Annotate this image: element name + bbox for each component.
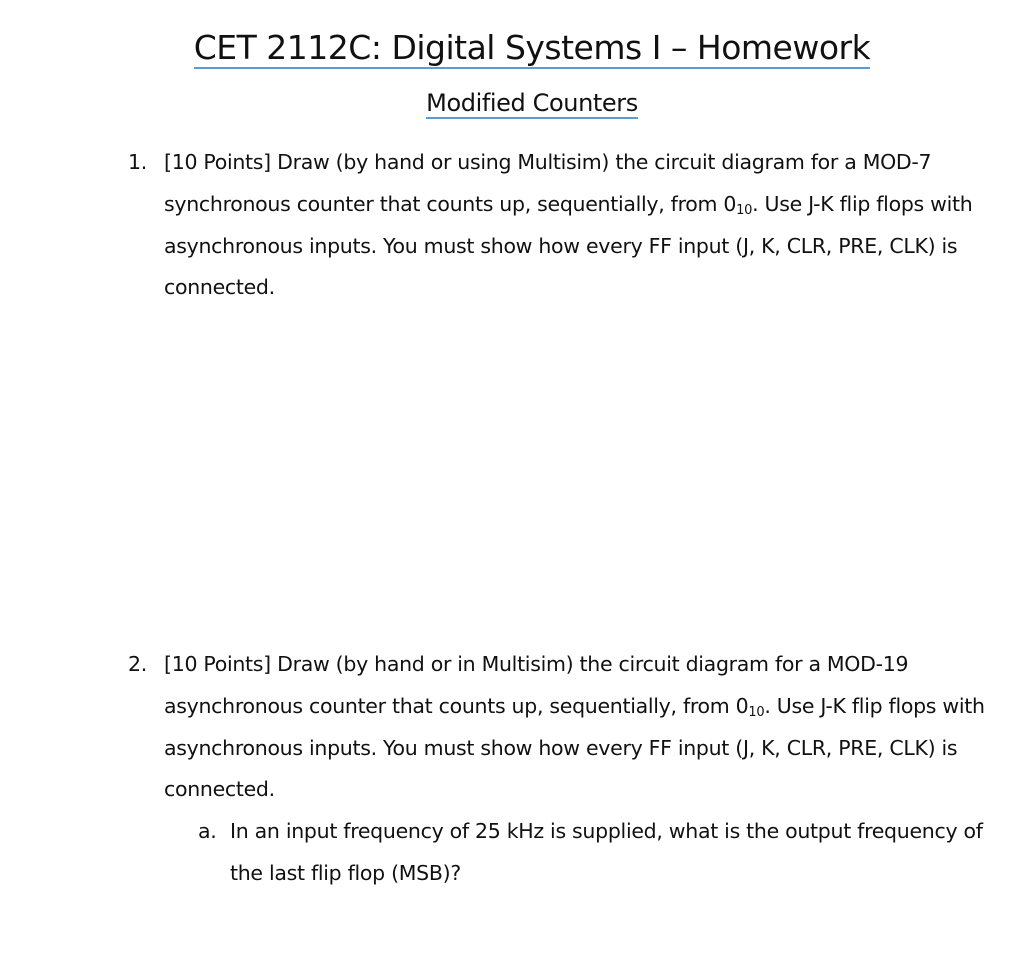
question-2 <box>128 644 988 895</box>
page-subtitle <box>0 86 1024 120</box>
base-subscript: 10 <box>736 202 753 218</box>
page-title <box>0 26 1024 70</box>
base-subscript: 10 <box>748 704 765 720</box>
page-subtitle-text: Modified Counters <box>426 89 638 117</box>
question-text-part2: . Use J-K flip flops with asynchronous inputs. You must show how every FF input (J, K, CLR, PRE, CLK) is connected. <box>164 693 985 802</box>
question-1 <box>128 142 988 309</box>
question-points: [10 Points] <box>164 150 271 174</box>
page-title-text: CET 2112C: Digital Systems I – Homework <box>193 28 871 67</box>
question-text-part2: . Use J-K flip flops with asynchronous inputs. You must show how every FF input (J, K, CLR, PRE, CLK) is connected. <box>164 191 973 300</box>
question-text-part1: Draw (by hand or using Multisim) the circuit diagram for a MOD-7 synchronous counter that counts up, sequentially, from 0 <box>164 150 932 216</box>
subquestion-letter: a. <box>198 819 217 844</box>
subquestion-text: In an input frequency of 25 kHz is supplied, what is the output frequency of the last flip flop (MSB)? <box>230 819 983 885</box>
question-number: 2. <box>128 652 147 676</box>
question-body <box>164 142 988 309</box>
question-number: 1. <box>128 150 147 174</box>
question-text-part1: Draw (by hand or in Multisim) the circuit diagram for a MOD-19 asynchronous counter that counts up, sequentially, from 0 <box>164 652 909 718</box>
question-points: [10 Points] <box>164 652 271 676</box>
question-body <box>164 644 988 811</box>
subquestion-a <box>198 811 988 895</box>
